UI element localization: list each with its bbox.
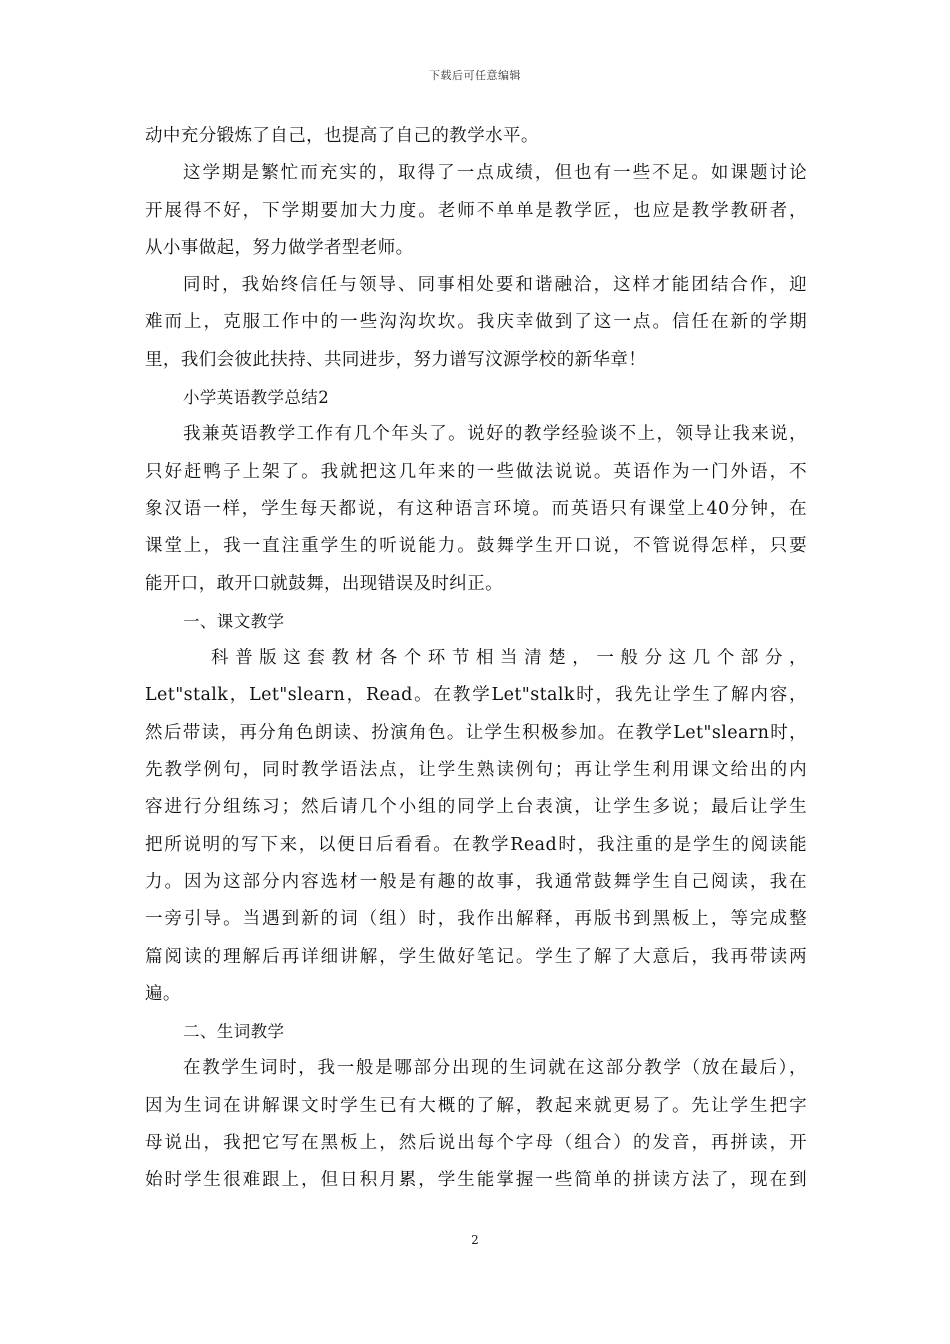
text-line: 这学期是繁忙而充实的，取得了一点成绩，但也有一些不足。如课题讨论	[183, 163, 807, 184]
text-line: 动中充分锻炼了自己，也提高了自己的教学水平。	[145, 126, 539, 146]
text-line: 难而上，克服工作中的一些沟沟坎坎。我庆幸做到了这一点。信任在新的学期	[145, 312, 807, 333]
text-line: 篇阅读的理解后再详细讲解，学生做好笔记。学生了解了大意后，我再带读两	[145, 946, 807, 967]
page-header: 下载后可任意编辑	[429, 69, 521, 82]
text-line: 然后带读，再分角色朗读、扮演角色。让学生积极参加。在教学Let"slearn时，	[145, 722, 807, 743]
section-heading: 二、生词教学	[183, 1022, 285, 1042]
text-line: 里，我们会彼此扶持、共同进步，努力谱写汶源学校的新华章！	[145, 349, 647, 370]
text-line: 母说出，我把它写在黑板上，然后说出每个字母（组合）的发音，再拼读，开	[145, 1133, 807, 1154]
text-line: 把所说明的写下来，以便日后看看。在教学Read时，我注重的是学生的阅读能	[145, 834, 807, 855]
text-line: 课堂上，我一直注重学生的听说能力。鼓舞学生开口说，不管说得怎样，只要	[145, 536, 807, 557]
text-line: 遍。	[145, 983, 181, 1004]
document-body	[145, 118, 807, 1200]
text-line: 同时，我始终信任与领导、同事相处要和谐融洽，这样才能团结合作，迎	[183, 275, 807, 296]
text-line: 能开口，敢开口就鼓舞，出现错误及时纠正。	[145, 573, 503, 594]
text-line: 始时学生很难跟上，但日积月累，学生能掌握一些简单的拼读方法了，现在到	[145, 1170, 807, 1191]
text-line: 一旁引导。当遇到新的词（组）时，我作出解释，再版书到黑板上，等完成整	[145, 909, 807, 930]
text-line: 在教学生词时，我一般是哪部分出现的生词就在这部分教学（放在最后），	[183, 1058, 807, 1079]
text-line: 力。因为这部分内容选材一般是有趣的故事，我通常鼓舞学生自己阅读，我在	[145, 871, 807, 892]
page-number: 2	[471, 1233, 479, 1247]
text-line: 开展得不好，下学期要加大力度。老师不单单是教学匠，也应是教学教研者，	[145, 200, 807, 221]
text-line: Let"stalk，Let"slearn，Read。在教学Let"stalk时，我先让学生了解内容，	[145, 685, 807, 706]
text-line: 从小事做起，努力做学者型老师。	[145, 237, 414, 258]
text-line: 我兼英语教学工作有几个年头了。说好的教学经验谈不上，领导让我来说，	[183, 424, 807, 445]
text-line: 先教学例句，同时教学语法点，让学生熟读例句；再让学生利用课文给出的内	[145, 760, 807, 781]
text-line: 只好赶鸭子上架了。我就把这几年来的一些做法说说。英语作为一门外语，不	[145, 461, 807, 482]
section-heading: 一、课文教学	[183, 611, 285, 631]
text-line: 象汉语一样，学生每天都说，有这种语言环境。而英语只有课堂上40分钟，在	[145, 498, 807, 519]
section-heading: 小学英语教学总结2	[183, 388, 330, 408]
text-line: 因为生词在讲解课文时学生已有大概的了解，教起来就更易了。先让学生把字	[145, 1095, 807, 1116]
text-line: 科普版这套教材各个环节相当清楚，一般分这几个部分，	[211, 648, 807, 669]
text-line: 容进行分组练习；然后请几个小组的同学上台表演，让学生多说；最后让学生	[145, 797, 807, 818]
